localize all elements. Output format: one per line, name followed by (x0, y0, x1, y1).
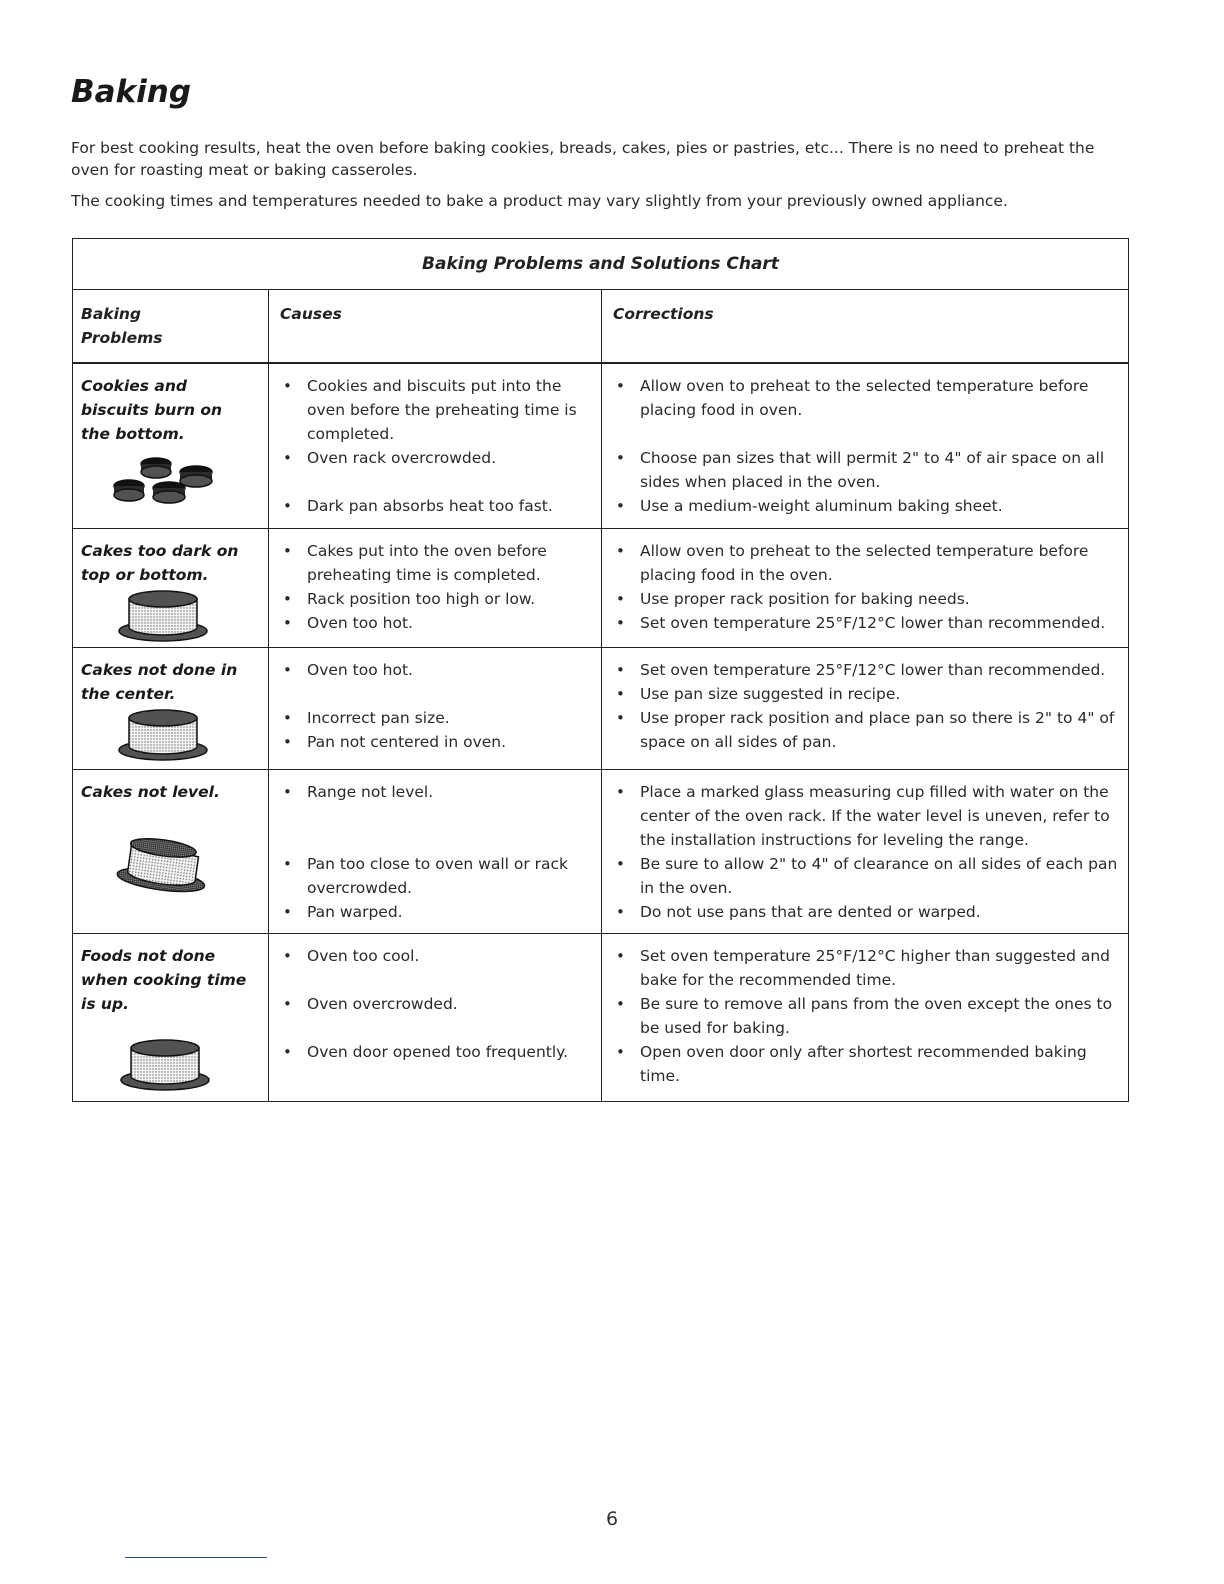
list-item: • Pan warped. (269, 900, 597, 924)
list-item: • Set oven temperature 25°F/12°C lower than recommended. (602, 658, 1124, 682)
column-header-causes: Causes (269, 290, 602, 364)
list-item: • Oven rack overcrowded. (269, 446, 597, 470)
list-item: • Do not use pans that are dented or warped. (602, 900, 1124, 924)
column-header-corrections: Corrections (602, 290, 1129, 364)
problem-cell (73, 933, 269, 1101)
chart-title: Baking Problems and Solutions Chart (73, 239, 1129, 290)
list-item: • Incorrect pan size. (269, 706, 597, 730)
causes-list (269, 648, 601, 754)
causes-list (269, 934, 601, 1064)
list-item: • Range not level. (269, 780, 597, 804)
cake-icon (117, 708, 209, 762)
cake-icon (117, 589, 209, 643)
problem-cell (73, 647, 269, 769)
problem-label: Cakes too dark on top or bottom. (81, 541, 239, 584)
causes-list (269, 364, 601, 518)
table-row (73, 933, 1129, 1101)
list-item: • Oven overcrowded. (269, 992, 597, 1016)
causes-cell (269, 528, 602, 647)
problem-label: Cookies and biscuits burn on the bottom. (81, 377, 223, 443)
list-item: • Pan too close to oven wall or rack overcrowded. (269, 852, 597, 900)
list-item: • Use proper rack position for baking needs. (602, 587, 1124, 611)
list-item: • Dark pan absorbs heat too fast. (269, 494, 597, 518)
problem-cell (73, 363, 269, 528)
page-number: 6 (605, 1508, 619, 1530)
list-item: • Oven too cool. (269, 944, 597, 968)
cookies-icon (111, 452, 217, 510)
list-item: • Choose pan sizes that will permit 2" to 4" of air space on all sides when placed in the oven. (602, 446, 1124, 494)
table-row (73, 647, 1129, 769)
table-row (73, 363, 1129, 528)
problem-label: Cakes not done in the center. (81, 660, 238, 703)
causes-cell (269, 933, 602, 1101)
tilted-cake-icon (115, 836, 211, 894)
corrections-list (602, 364, 1128, 518)
list-item: • Allow oven to preheat to the selected temperature before placing food in the oven. (602, 539, 1124, 587)
chart-header-row (73, 290, 1129, 364)
intro-paragraph: The cooking times and temperatures needed to bake a product may vary slightly from your previously owned appliance. (71, 192, 1008, 210)
baking-problems-chart (72, 238, 1129, 1102)
list-item: • Oven too hot. (269, 611, 597, 635)
causes-cell (269, 769, 602, 933)
list-item: • Use proper rack position and place pan so there is 2" to 4" of space on all sides of pan. (602, 706, 1124, 754)
list-item: • Set oven temperature 25°F/12°C lower than recommended. (602, 611, 1124, 635)
corrections-list (602, 529, 1128, 635)
list-item: • Rack position too high or low. (269, 587, 597, 611)
causes-cell (269, 647, 602, 769)
problem-label: Foods not done when cooking time is up. (81, 946, 247, 1013)
corrections-list (602, 648, 1128, 754)
causes-list (269, 770, 601, 924)
corrections-cell (602, 363, 1129, 528)
list-item: • Use pan size suggested in recipe. (602, 682, 1124, 706)
page-title: Baking (71, 74, 192, 110)
list-item: • Place a marked glass measuring cup filled with water on the center of the oven rack. If the water level is uneven, refer to the installation instructions for leveling the range. (602, 780, 1124, 852)
list-item: • Set oven temperature 25°F/12°C higher than suggested and bake for the recommended time. (602, 944, 1124, 992)
header-text: Baking (81, 305, 142, 323)
table-row (73, 528, 1129, 647)
corrections-cell (602, 528, 1129, 647)
column-header-problems (73, 290, 269, 364)
list-item: • Use a medium-weight aluminum baking sheet. (602, 494, 1124, 518)
causes-list (269, 529, 601, 635)
corrections-list (602, 770, 1128, 924)
list-item: • Oven door opened too frequently. (269, 1040, 597, 1064)
corrections-cell (602, 647, 1129, 769)
list-item: • Cakes put into the oven before preheating time is completed. (269, 539, 597, 587)
problem-cell (73, 769, 269, 933)
corrections-cell (602, 769, 1129, 933)
causes-cell (269, 363, 602, 528)
list-item: • Pan not centered in oven. (269, 730, 597, 754)
list-item: • Cookies and biscuits put into the oven before the preheating time is completed. (269, 374, 597, 446)
footer-rule (125, 1557, 267, 1558)
problem-cell (73, 528, 269, 647)
problem-label: Cakes not level. (81, 782, 220, 801)
list-item: • Oven too hot. (269, 658, 597, 682)
cake-icon (119, 1038, 211, 1092)
intro-paragraph: For best cooking results, heat the oven before baking cookies, breads, cakes, pies or pastries, etc... There is no need to preheat the oven for roasting meat or baking casseroles. (71, 139, 1095, 179)
corrections-cell (602, 933, 1129, 1101)
list-item: • Open oven door only after shortest recommended baking time. (602, 1040, 1124, 1088)
table-row (73, 769, 1129, 933)
corrections-list (602, 934, 1128, 1088)
list-item: • Be sure to allow 2" to 4" of clearance on all sides of each pan in the oven. (602, 852, 1124, 900)
header-text: Problems (81, 329, 163, 347)
list-item: • Be sure to remove all pans from the oven except the ones to be used for baking. (602, 992, 1124, 1040)
list-item: • Allow oven to preheat to the selected temperature before placing food in oven. (602, 374, 1124, 422)
